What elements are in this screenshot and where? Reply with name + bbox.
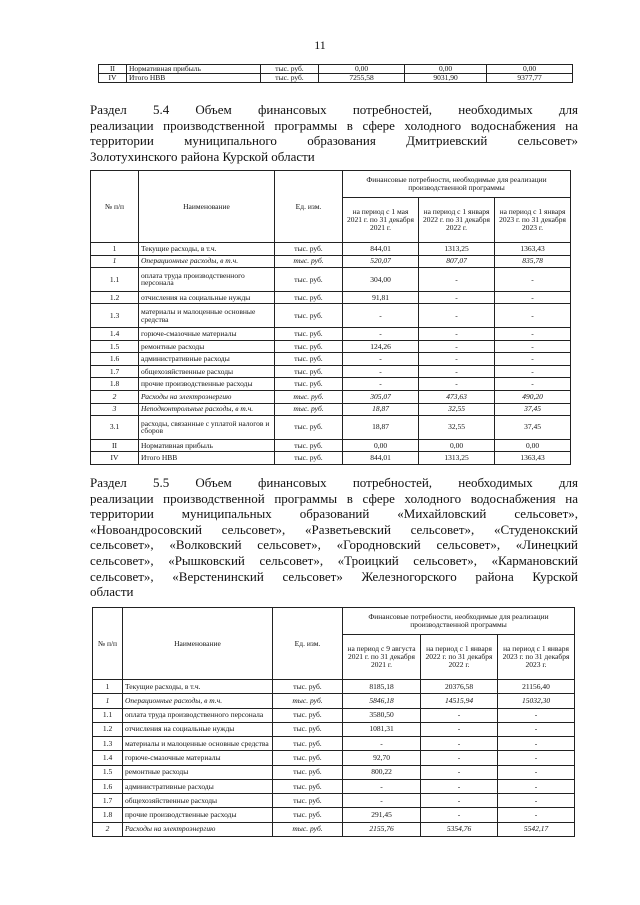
row-unit: тыс. руб. bbox=[273, 694, 343, 708]
table-row bbox=[91, 416, 571, 440]
row-name: горюче-смазочные материалы bbox=[123, 751, 273, 765]
row-value: 1363,43 bbox=[495, 452, 571, 465]
table-row bbox=[91, 452, 571, 465]
row-value: 1313,25 bbox=[419, 243, 495, 256]
row-value: 800,22 bbox=[343, 765, 421, 779]
row-unit: тыс. руб. bbox=[273, 680, 343, 694]
row-value: 490,20 bbox=[495, 390, 571, 403]
row-number: 1.2 bbox=[93, 722, 123, 736]
table-row bbox=[99, 73, 573, 82]
row-name: материалы и малоценные основные средства bbox=[123, 737, 273, 751]
row-value: - bbox=[421, 708, 498, 722]
heading-line: сельсовет», «Рышковский сельсовет», «Троицкий сельсовет», «Кармановский bbox=[90, 552, 578, 568]
row-unit: тыс. руб. bbox=[273, 779, 343, 793]
header-row bbox=[91, 171, 571, 198]
row-number: 1.1 bbox=[91, 268, 139, 292]
row-value: - bbox=[419, 378, 495, 391]
row-value: - bbox=[421, 765, 498, 779]
table-row bbox=[91, 439, 571, 452]
row-unit: тыс. руб. bbox=[275, 328, 343, 341]
table-row bbox=[91, 243, 571, 256]
row-unit: тыс. руб. bbox=[275, 390, 343, 403]
col-name-header: Наименование bbox=[139, 171, 275, 243]
row-value: 5354,76 bbox=[421, 822, 498, 836]
row-number: 1 bbox=[93, 680, 123, 694]
row-value: 14515,94 bbox=[421, 694, 498, 708]
row-unit: тыс. руб. bbox=[275, 452, 343, 465]
row-unit: тыс. руб. bbox=[273, 794, 343, 808]
row-unit: тыс. руб. bbox=[273, 808, 343, 822]
row-number: 1.4 bbox=[93, 751, 123, 765]
row-number: 1.3 bbox=[91, 304, 139, 328]
heading-line: территории муниципальных образований «Михайловский сельсовет», bbox=[90, 506, 578, 522]
table-row bbox=[91, 255, 571, 268]
row-value: - bbox=[498, 779, 575, 793]
row-value: 20376,58 bbox=[421, 680, 498, 694]
table-row bbox=[91, 403, 571, 416]
row-value: 5846,18 bbox=[343, 694, 421, 708]
heading-line: Золотухинского района Курской области bbox=[90, 148, 315, 164]
col-number-header: № п/п bbox=[93, 608, 123, 680]
row-number: 1.3 bbox=[93, 737, 123, 751]
row-value: - bbox=[343, 737, 421, 751]
row-value: - bbox=[421, 808, 498, 822]
row-value: - bbox=[421, 794, 498, 808]
row-value: 7255,58 bbox=[319, 73, 405, 82]
row-name: прочие производственные расходы bbox=[139, 378, 275, 391]
row-value: - bbox=[343, 304, 419, 328]
row-value: 1081,31 bbox=[343, 722, 421, 736]
row-value: 9031,90 bbox=[405, 73, 487, 82]
heading-line: реализации производственной программы в сфере холодного водоснабжения на bbox=[90, 117, 578, 133]
row-name: Расходы на электроэнергию bbox=[123, 822, 273, 836]
heading-line: реализации производственной программы в сфере холодного водоснабжения на bbox=[90, 490, 578, 506]
row-value: - bbox=[343, 794, 421, 808]
row-value: - bbox=[495, 268, 571, 292]
row-value: 304,00 bbox=[343, 268, 419, 292]
row-number: 1.2 bbox=[91, 291, 139, 304]
table-row bbox=[93, 694, 575, 708]
row-value: 0,00 bbox=[487, 65, 573, 74]
row-value: 0,00 bbox=[495, 439, 571, 452]
row-unit: тыс. руб. bbox=[275, 340, 343, 353]
section-5-5-heading bbox=[90, 475, 578, 600]
table-row bbox=[93, 737, 575, 751]
row-unit: тыс. руб. bbox=[275, 439, 343, 452]
row-unit: тыс. руб. bbox=[261, 65, 319, 74]
row-unit: тыс. руб. bbox=[275, 268, 343, 292]
heading-line: Раздел 5.5 Объем финансовых потребностей, необходимых для bbox=[90, 475, 578, 490]
row-value: 91,81 bbox=[343, 291, 419, 304]
row-value: - bbox=[495, 340, 571, 353]
row-number: 3 bbox=[91, 403, 139, 416]
row-value: - bbox=[421, 737, 498, 751]
row-name: Нормативная прибыль bbox=[127, 65, 261, 74]
row-value: - bbox=[343, 353, 419, 366]
row-value: - bbox=[495, 291, 571, 304]
row-name: отчисления на социальные нужды bbox=[139, 291, 275, 304]
row-name: горюче-смазочные материалы bbox=[139, 328, 275, 341]
table-row bbox=[91, 268, 571, 292]
row-value: 835,78 bbox=[495, 255, 571, 268]
row-value: - bbox=[419, 353, 495, 366]
col-period-header: на период с 1 января 2022 г. по 31 декабря 2022 г. bbox=[421, 635, 498, 680]
row-value: - bbox=[495, 328, 571, 341]
table-row bbox=[91, 304, 571, 328]
heading-line: «Новоандросовский сельсовет», «Разветьевский сельсовет», «Студенокский bbox=[90, 521, 578, 537]
row-value: - bbox=[421, 779, 498, 793]
row-value: 124,26 bbox=[343, 340, 419, 353]
row-name: ремонтные расходы bbox=[139, 340, 275, 353]
row-value: 5542,17 bbox=[498, 822, 575, 836]
row-number: IV bbox=[99, 73, 127, 82]
section-5-4-table bbox=[90, 170, 571, 465]
table-row bbox=[93, 765, 575, 779]
row-value: 18,87 bbox=[343, 403, 419, 416]
row-number: 3.1 bbox=[91, 416, 139, 440]
row-value: 21156,40 bbox=[498, 680, 575, 694]
row-unit: тыс. руб. bbox=[273, 722, 343, 736]
row-number: 1 bbox=[91, 255, 139, 268]
table-row bbox=[93, 751, 575, 765]
heading-line: сельсовет», «Верстенинский сельсовет» Железногорского района Курской bbox=[90, 568, 578, 584]
row-name: Итого НВВ bbox=[139, 452, 275, 465]
row-unit: тыс. руб. bbox=[273, 751, 343, 765]
row-name: Итого НВВ bbox=[127, 73, 261, 82]
row-number: 1.8 bbox=[93, 808, 123, 822]
row-name: оплата труда производственного персонала bbox=[123, 708, 273, 722]
row-unit: тыс. руб. bbox=[275, 304, 343, 328]
table-row bbox=[93, 794, 575, 808]
row-value: - bbox=[498, 765, 575, 779]
row-value: 473,63 bbox=[419, 390, 495, 403]
row-value: 291,45 bbox=[343, 808, 421, 822]
row-number: 1 bbox=[91, 243, 139, 256]
table-row bbox=[93, 822, 575, 836]
row-number: 1.1 bbox=[93, 708, 123, 722]
row-unit: тыс. руб. bbox=[273, 765, 343, 779]
row-number: 1 bbox=[93, 694, 123, 708]
table-row bbox=[93, 722, 575, 736]
row-unit: тыс. руб. bbox=[273, 822, 343, 836]
row-value: 37,45 bbox=[495, 416, 571, 440]
col-period-header: на период с 1 мая 2021 г. по 31 декабря 2021 г. bbox=[343, 198, 419, 243]
row-value: - bbox=[343, 365, 419, 378]
row-number: IV bbox=[91, 452, 139, 465]
table-row bbox=[91, 291, 571, 304]
row-name: оплата труда производственного персонала bbox=[139, 268, 275, 292]
row-value: - bbox=[498, 708, 575, 722]
row-value: - bbox=[419, 291, 495, 304]
row-unit: тыс. руб. bbox=[273, 737, 343, 751]
row-number: 2 bbox=[93, 822, 123, 836]
row-value: - bbox=[419, 304, 495, 328]
col-number-header: № п/п bbox=[91, 171, 139, 243]
row-number: II bbox=[91, 439, 139, 452]
row-unit: тыс. руб. bbox=[273, 708, 343, 722]
row-unit: тыс. руб. bbox=[275, 255, 343, 268]
row-name: Нормативная прибыль bbox=[139, 439, 275, 452]
heading-line: территории муниципального образования Дмитриевский сельсовет» bbox=[90, 133, 578, 149]
row-value: - bbox=[498, 751, 575, 765]
header-row bbox=[93, 608, 575, 635]
col-unit-header: Ед. изм. bbox=[275, 171, 343, 243]
row-value: 37,45 bbox=[495, 403, 571, 416]
row-value: 844,01 bbox=[343, 243, 419, 256]
section-5-5-table bbox=[92, 607, 575, 837]
row-value: 844,01 bbox=[343, 452, 419, 465]
col-group-header: Финансовые потребности, необходимые для реализации производственной программы bbox=[343, 608, 575, 635]
row-value: 1313,25 bbox=[419, 452, 495, 465]
row-number: 1.5 bbox=[93, 765, 123, 779]
row-name: материалы и малоценные основные средства bbox=[139, 304, 275, 328]
row-value: - bbox=[421, 722, 498, 736]
row-value: 0,00 bbox=[343, 439, 419, 452]
row-value: - bbox=[343, 378, 419, 391]
heading-line: Раздел 5.4 Объем финансовых потребностей, необходимых для bbox=[90, 102, 578, 117]
table-row bbox=[93, 680, 575, 694]
row-name: Текущие расходы, в т.ч. bbox=[139, 243, 275, 256]
row-name: Неподконтрольные расходы, в т.ч. bbox=[139, 403, 275, 416]
table-row bbox=[91, 365, 571, 378]
row-value: 3580,50 bbox=[343, 708, 421, 722]
row-value: - bbox=[419, 340, 495, 353]
row-value: - bbox=[495, 304, 571, 328]
table-row bbox=[93, 808, 575, 822]
row-number: II bbox=[99, 65, 127, 74]
row-unit: тыс. руб. bbox=[275, 416, 343, 440]
row-value: 0,00 bbox=[405, 65, 487, 74]
row-number: 1.8 bbox=[91, 378, 139, 391]
row-value: 32,55 bbox=[419, 416, 495, 440]
row-unit: тыс. руб. bbox=[275, 291, 343, 304]
page-number: 11 bbox=[314, 38, 326, 52]
row-value: - bbox=[343, 779, 421, 793]
row-number: 2 bbox=[91, 390, 139, 403]
row-name: Операционные расходы, в т.ч. bbox=[123, 694, 273, 708]
row-unit: тыс. руб. bbox=[275, 403, 343, 416]
table-row bbox=[93, 708, 575, 722]
table-row bbox=[91, 353, 571, 366]
row-value: 0,00 bbox=[319, 65, 405, 74]
row-name: ремонтные расходы bbox=[123, 765, 273, 779]
row-value: - bbox=[498, 737, 575, 751]
row-unit: тыс. руб. bbox=[275, 353, 343, 366]
row-value: - bbox=[495, 378, 571, 391]
row-unit: тыс. руб. bbox=[261, 73, 319, 82]
row-value: - bbox=[419, 365, 495, 378]
row-name: Текущие расходы, в т.ч. bbox=[123, 680, 273, 694]
row-name: прочие производственные расходы bbox=[123, 808, 273, 822]
row-value: 15032,30 bbox=[498, 694, 575, 708]
row-value: 2155,76 bbox=[343, 822, 421, 836]
row-name: общехозяйственные расходы bbox=[123, 794, 273, 808]
table-row bbox=[91, 340, 571, 353]
row-value: - bbox=[498, 808, 575, 822]
col-period-header: на период с 1 января 2023 г. по 31 декабря 2023 г. bbox=[498, 635, 575, 680]
row-value: 305,07 bbox=[343, 390, 419, 403]
table-row bbox=[93, 779, 575, 793]
row-name: административные расходы bbox=[123, 779, 273, 793]
row-value: - bbox=[495, 353, 571, 366]
row-value: 0,00 bbox=[419, 439, 495, 452]
row-number: 1.6 bbox=[91, 353, 139, 366]
col-period-header: на период с 1 января 2022 г. по 31 декабря 2022 г. bbox=[419, 198, 495, 243]
row-value: 32,55 bbox=[419, 403, 495, 416]
row-value: - bbox=[419, 328, 495, 341]
row-value: 807,07 bbox=[419, 255, 495, 268]
table-row bbox=[91, 390, 571, 403]
row-number: 1.7 bbox=[93, 794, 123, 808]
row-value: 92,70 bbox=[343, 751, 421, 765]
row-value: 1363,43 bbox=[495, 243, 571, 256]
col-period-header: на период с 1 января 2023 г. по 31 декабря 2023 г. bbox=[495, 198, 571, 243]
table-row bbox=[91, 378, 571, 391]
col-period-header: на период с 9 августа 2021 г. по 31 декабря 2021 г. bbox=[343, 635, 421, 680]
row-name: расходы, связанные с уплатой налогов и сборов bbox=[139, 416, 275, 440]
table-row bbox=[91, 328, 571, 341]
row-number: 1.4 bbox=[91, 328, 139, 341]
row-number: 1.5 bbox=[91, 340, 139, 353]
section-5-4-heading bbox=[90, 102, 578, 164]
col-name-header: Наименование bbox=[123, 608, 273, 680]
table-row bbox=[99, 65, 573, 74]
row-number: 1.6 bbox=[93, 779, 123, 793]
row-value: 9377,77 bbox=[487, 73, 573, 82]
row-unit: тыс. руб. bbox=[275, 243, 343, 256]
row-value: 8185,18 bbox=[343, 680, 421, 694]
row-value: - bbox=[498, 794, 575, 808]
row-name: Расходы на электроэнергию bbox=[139, 390, 275, 403]
top-table-fragment bbox=[98, 64, 573, 83]
row-value: - bbox=[343, 328, 419, 341]
col-unit-header: Ед. изм. bbox=[273, 608, 343, 680]
row-value: - bbox=[421, 751, 498, 765]
row-unit: тыс. руб. bbox=[275, 365, 343, 378]
row-name: общехозяйственные расходы bbox=[139, 365, 275, 378]
row-value: - bbox=[419, 268, 495, 292]
col-group-header: Финансовые потребности, необходимые для реализации производственной программы bbox=[343, 171, 571, 198]
heading-line: области bbox=[90, 584, 134, 600]
row-value: - bbox=[495, 365, 571, 378]
row-value: - bbox=[498, 722, 575, 736]
row-unit: тыс. руб. bbox=[275, 378, 343, 391]
row-name: Операционные расходы, в т.ч. bbox=[139, 255, 275, 268]
row-number: 1.7 bbox=[91, 365, 139, 378]
heading-line: сельсовет», «Волковский сельсовет», «Городновский сельсовет», «Линецкий bbox=[90, 537, 578, 553]
row-name: отчисления на социальные нужды bbox=[123, 722, 273, 736]
row-value: 18,87 bbox=[343, 416, 419, 440]
row-value: 520,07 bbox=[343, 255, 419, 268]
row-name: административные расходы bbox=[139, 353, 275, 366]
